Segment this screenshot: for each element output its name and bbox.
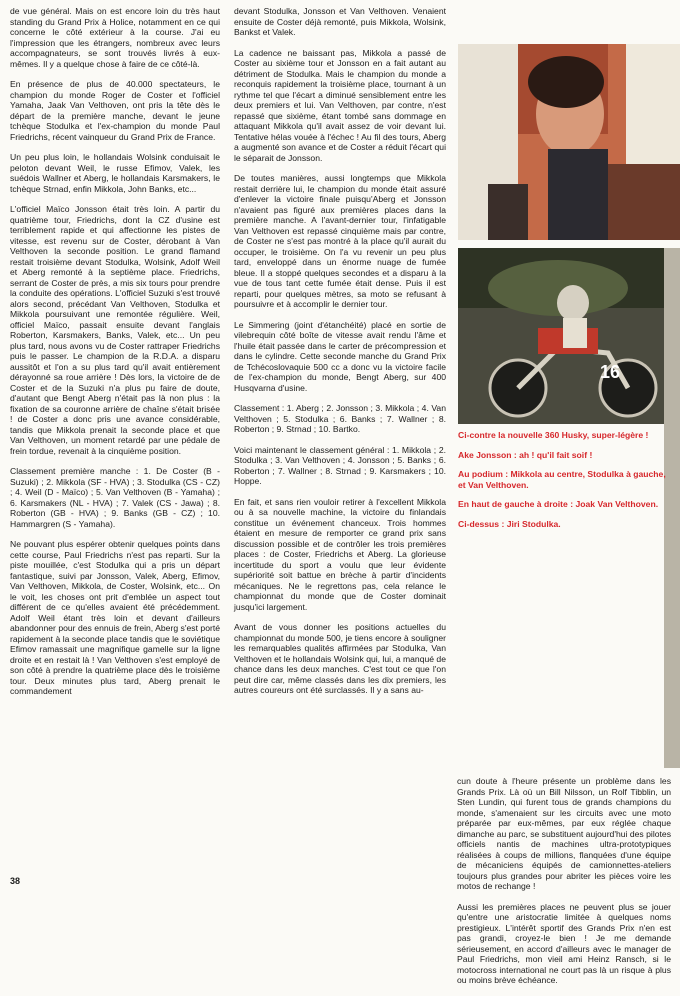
- paragraph: Un peu plus loin, le hollandais Wolsink conduisait le peloton devant Weil, le russe Efimov, Valek, les suédois Wallner et Aberg, le hollandais Karsmakers, le tchèque Strnad, enfin Mikkola, John Banks, etc...: [10, 152, 220, 194]
- caption-4: En haut de gauche à droite : Joak Van Velthoven.: [458, 499, 659, 510]
- bike-photo-art: [458, 248, 668, 424]
- results-paragraph: Classement première manche : 1. De Coster (B - Suzuki) ; 2. Mikkola (SF - HVA) ; 3. Stodulka (CS - CZ) ; 4. Weil (D - Maïco) ; 5. Van Velthoven (B - Yamaha) ; 6. Karsmakers (NL - HVA) ; 7. Valek (CS - Jawa) ; 8. Roberton (GB - HVA) ; 9. Banks (GB - CZ) ; 10. Hammargren (S - Yamaha).: [10, 466, 220, 529]
- paragraph: Ne pouvant plus espérer obtenir quelques points dans cette course, Paul Friedrichs n'est pas reparti. Sur la piste mouillée, c'est Stodulka qui a pris un départ fantastique, suivi par Jonsson, Valek, Aberg, Efimov, Van Velthoven, Mikkola, de Coster, Wolsink, etc... On le voit, les choses ont prit d'emblée un aspect tout différent de ce qu'elles avaient été précédemment. Adolf Weil étant très loin et devant d'ailleurs abandonner pour des ennuis de frein, Aberg s'est porté rapidement à la seconde place tandis que le soviétique Efimov ramassait une magnifique gamelle sur la ligne droite et en restait là ! Van Velthoven s'est employé de son côté à prendre la quatrième place dès le troisième tour. Deux minutes plus tard, Aberg prenait le commandement: [10, 539, 220, 696]
- paragraph: De toutes manières, aussi longtemps que Mikkola restait derrière lui, le champion du monde était assuré d'enlever la victoire finale puisqu'Aberg et Jonsson n'avaient pas figuré aux premières places dans la première manche. A l'avant-dernier tour, l'infatigable Van Velthoven est repassé cinquième mais par contre, de Coster ne s'est pas montré à la place qu'il aurait du occuper, le troisième. On l'a vu revenir un peu plus tard, enveloppé dans un énorme nuage de fumée bleue. Il a stoppé quelques secondes et a disparu à la vue de tous tant cette fumée était dense. Puis il est reparti, pour quelques mètres, sa moto se refusant à poursuivre et à accomplir le dernier tour.: [234, 173, 446, 309]
- photo-captions: [458, 430, 670, 539]
- paragraph: cun doute à l'heure présente un problème dans les Grands Prix. Là où un Bill Nilsson, un Rolf Tibblin, un Sten Lundin, qui furent tous de grands champions du monde, s'amenaient sur les circuits avec une moto préparée par eux-mêmes, par eux réglée chaque dimanche au parc, se substituent aujourd'hui des pilotes officiels nantis de machines ultra-prototypiques réalisées à coups de millions, flanquées d'une équipe de mécaniciens équipés de camionnettes-ateliers toujours plus grandes pour abriter les pièces voire les motos de rechange !: [457, 776, 671, 891]
- paragraph: devant Stodulka, Jonsson et Van Velthoven. Venaient ensuite de Coster déjà remonté, puis Mikkola, Wolsink, Bankst et Valek.: [234, 6, 446, 37]
- caption-5: Ci-dessus : Jiri Stodulka.: [458, 518, 561, 529]
- caption-2: Ake Jonsson : ah ! qu'il fait soif !: [458, 449, 593, 460]
- article-column-3: [457, 776, 671, 996]
- bike-number: 16: [600, 362, 621, 382]
- paragraph: La cadence ne baissant pas, Mikkola a passé de Coster au sixième tour et Jonsson en a fait autant au détriment de Stodulka. Mais le champion du monde a reconquis rapidement la troisième place, tournant à un rythme tel que l'écart a diminué sensiblement entre les deux premiers et lui. Van Velthoven, par contre, n'est repassé que sixième, étant tombé sans dommage en attaquant Mikkola qu'il avait assez de voir devant lui. Tentative hélas vouée à l'échec ! Au fil des tours, Aberg a augmenté son avance et de Coster a réduit l'écart qui le séparait de Jonsson.: [234, 47, 446, 163]
- paragraph: L'officiel Maïco Jonsson était très loin. A partir du quatrième tour, Friedrichs, dont la CZ d'usine est terriblement rapide et qui affectionne les pistes de vitesse, est revenu sur de Coster, dérobant à Van Velthoven la seconde position. Le grand flamand restait troisième devant Stodulka, Wolsink, Adolf Weil et Aberg remonté à la septième place. Friedrichs, serrant de Coster de près, a mis six tours pour prendre la conduite des opérations. L'officiel Suzuki s'est trouvé alors second, précédant Van Velthoven, Stodulka et Mikkola poursuivant une remontée régulière. Weil, officiel Maïco, passait ensuite devant l'anglais Roberton, Karsmakers, Banks, Valek, etc... Un peu plus tard, nous avons vu de Coster rattraper Friedrichs puis le passer. Le champion de la R.D.A. a disparu aussitôt et l'on a su plus tard qu'il avait entièrement dérayonné sa roue arrière ! Dès lors, la victoire de de Coster et de la Suzuki n'a plus pu faire de doute, d'autant que Bengt Aberg n'était pas là non plus : la fixation de sa couronne arrière de chaîne s'était brisée ! de Coster a donc pris une avance considérable, tandis que Mikkola prenait la seconde place et que Van Velthoven, un moment retardé par une pédale de frein tordue, revenait à la cinquième position.: [10, 204, 220, 456]
- results-paragraph: Classement : 1. Aberg ; 2. Jonsson ; 3. Mikkola ; 4. Van Velthoven ; 5. Stodulka ; 6. Banks ; 7. Wallner ; 8. Roberton ; 9. Strnad ; 10. Bartko.: [234, 403, 446, 434]
- page-number: 38: [10, 876, 21, 886]
- paragraph: Avant de vous donner les positions actuelles du championnat du monde 500, je tiens encore à souligner les remarquables qualités affirmées par Stodulka, Van Velthoven et le hollandais Wolsink qui, lui, a manqué de chance dans les deux manches. C'est tout ce que l'on peut dire car, même classés dans les dix premiers, les autres coureurs ont été surclassés. Il y a sans au-: [234, 622, 446, 695]
- podium-photo-art: [458, 44, 680, 240]
- paragraph: de vue général. Mais on est encore loin du très haut standing du Grand Prix à Holice, notamment en ce qui concerne le côté extérieur à la course. J'ai eu l'impression que les étrangers, nombreux avec leurs accompagnateurs, se sont trouvés livrés à eux-mêmes. Il y a quelque chose à faire de ce côté-là.: [10, 6, 220, 69]
- paragraph: En fait, et sans rien vouloir retirer à l'excellent Mikkola ou à sa nouvelle machine, la victoire du finlandais constitue un événement chanceux. Trois hommes étaient en mesure de remporter ce grand prix sans discussion possible et de contrôler les trois premières places : de Coster, Friedrichs et Aberg. La glorieuse incertitude du sport a voulu que leur évidente supériorité soit battue en brèche à partir d'incidents mécaniques. Ne le regrettons pas, cela relance le championnat du monde que de Coster dominait jusqu'ici largement.: [234, 496, 446, 612]
- paragraph: Le Simmering (joint d'étanchéité) placé en sortie de vilebrequin côté boîte de vitesse avait rendu l'âme et l'huile était passée dans le carter de précompression et dans le cylindre. Cette seconde manche du Grand Prix de Tchécoslovaquie 500 cc a donc vu la victoire facile de l'ex-champion du monde, Bengt Aberg, sur 400 Husqvarna d'usine.: [234, 319, 446, 393]
- paragraph: Aussi les premières places ne peuvent plus se jouer qu'entre une aristocratie limitée à quelques noms prestigieux. L'intérêt sportif des Grands Prix n'en est pas grandi, croyez-le bien ! Je me demande sérieusement, en accord d'ailleurs avec le manager de Paul Friedrichs, mon vieil ami Heinz Ransch, si le motocross international ne court pas là un risque à plus ou moins brève échéance.: [457, 901, 671, 985]
- standings-paragraph: Voici maintenant le classement général : 1. Mikkola ; 2. Stodulka ; 3. Van Velthoven ; 4. Jonsson ; 5. Banks ; 6. Roberton ; 7. Wallner ; 8. Strnad ; 9. Karsmakers ; 10. Hoppe.: [234, 444, 446, 486]
- photo-husky-bike: [458, 248, 668, 424]
- caption-3: Au podium : Mikkola au centre, Stodulka à gauche, et Van Velthoven.: [458, 469, 666, 490]
- caption-1: Ci-contre la nouvelle 360 Husky, super-légère !: [458, 430, 649, 440]
- photo-podium: [458, 44, 680, 240]
- article-column-1: [10, 6, 220, 707]
- article-column-2: [234, 6, 446, 706]
- paragraph: En présence de plus de 40.000 spectateurs, le champion du monde Roger de Coster et l'officiel Yamaha, Jaak Van Velthoven, ont pris la tête dès le départ de la première manche, devant le jeune tchèque Stodulka et l'ex-champion du monde Paul Friedrichs, récent vainqueur du Grand Prix de France.: [10, 79, 220, 142]
